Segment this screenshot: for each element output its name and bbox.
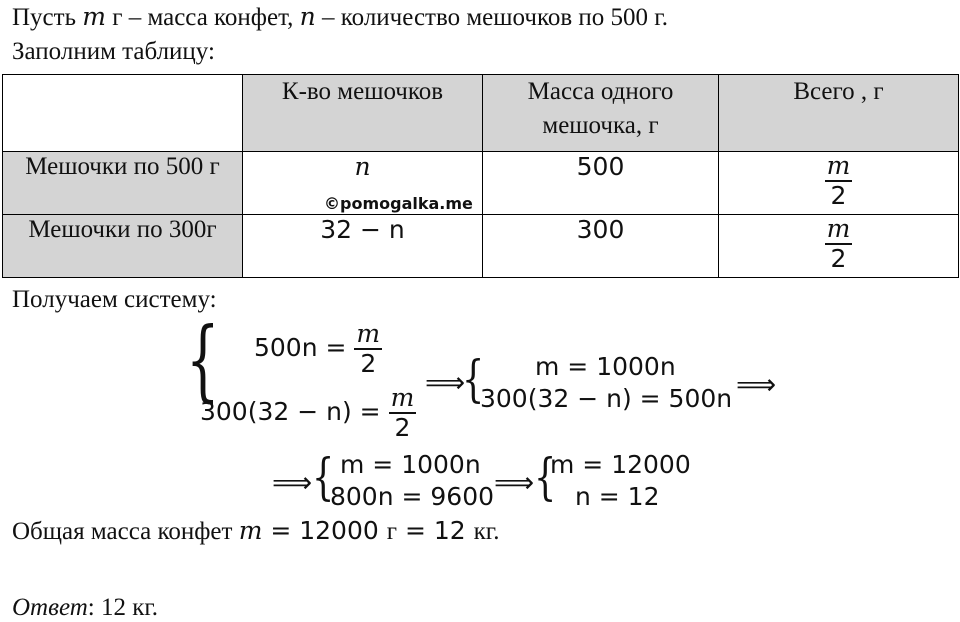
system-4-line2: n = 12 xyxy=(575,482,660,511)
intro-line xyxy=(12,2,668,32)
row-count: n xyxy=(243,152,483,215)
table-intro: Заполним таблицу: xyxy=(12,38,215,65)
implies-arrow-3: ⟹ xyxy=(272,466,313,499)
system-3-line1: m = 1000n xyxy=(340,450,481,479)
fraction-denominator: 2 xyxy=(830,181,847,210)
intro-var-n: n xyxy=(299,2,316,31)
row-mass: 300 xyxy=(483,215,719,278)
conclusion-text: Общая масса конфет xyxy=(12,518,239,545)
eq1-left: 500n = xyxy=(254,333,347,362)
system-4-line1: m = 12000 xyxy=(550,450,691,479)
eq2-numerator: m xyxy=(390,383,415,412)
conclusion-var-m: m xyxy=(238,516,263,545)
implies-arrow-2: ⟹ xyxy=(736,368,777,401)
intro-var-m: m xyxy=(82,2,106,31)
system-3-line2: 800n = 9600 xyxy=(330,482,495,511)
intro-text-1: Пусть xyxy=(12,4,83,31)
total-fraction xyxy=(825,215,853,273)
conclusion-eq1: = 12000 xyxy=(262,516,387,545)
system-intro: Получаем систему: xyxy=(12,286,217,313)
fraction-numerator: m xyxy=(826,214,851,243)
intro-text-3: – количество мешочков по 500 г. xyxy=(315,4,668,31)
row-label: Мешочки по 500 г xyxy=(3,152,243,215)
data-table xyxy=(2,74,959,278)
row-total xyxy=(719,152,959,215)
header-mass: Масса одного мешочка, г xyxy=(483,75,719,152)
table-row xyxy=(3,215,959,278)
eq1-numerator: m xyxy=(356,319,381,348)
conclusion-unit-g: г xyxy=(386,518,397,545)
row-label: Мешочки по 300г xyxy=(3,215,243,278)
eq1-denominator: 2 xyxy=(360,349,377,378)
system-2-line1: m = 1000n xyxy=(535,352,676,381)
system-1-eq2 xyxy=(200,384,416,442)
table-header-row xyxy=(3,75,959,152)
row-mass: 500 xyxy=(483,152,719,215)
conclusion-line xyxy=(12,516,499,546)
system-2-brace: { xyxy=(462,350,485,408)
total-fraction xyxy=(825,152,853,210)
table-row xyxy=(3,152,959,215)
header-count: К-во мешочков xyxy=(243,75,483,152)
system-3-brace: { xyxy=(312,448,335,506)
answer-label: Ответ xyxy=(12,594,88,621)
fraction-numerator: m xyxy=(826,151,851,180)
answer-value: : 12 кг. xyxy=(87,594,159,621)
system-1-brace: { xyxy=(186,308,220,411)
eq2-left: 300(32 − n) = xyxy=(200,397,381,426)
system-1-eq1 xyxy=(254,320,382,378)
eq2-fraction xyxy=(389,384,417,442)
row-total xyxy=(719,215,959,278)
system-2-line2: 300(32 − n) = 500n xyxy=(480,384,733,413)
implies-arrow-1: ⟹ xyxy=(425,366,466,399)
conclusion-unit-kg: кг. xyxy=(473,518,500,545)
row-count: 32 − n xyxy=(243,215,483,278)
header-empty-cell xyxy=(3,75,243,152)
conclusion-eq2: = 12 xyxy=(397,516,474,545)
eq1-fraction xyxy=(354,320,382,378)
intro-text-2: г – масса конфет, xyxy=(105,4,300,31)
implies-arrow-4: ⟹ xyxy=(494,466,535,499)
watermark-text: ©pomogalka.me xyxy=(324,194,473,213)
system-4-brace: { xyxy=(534,448,557,506)
eq2-denominator: 2 xyxy=(394,413,411,442)
fraction-denominator: 2 xyxy=(830,244,847,273)
header-total: Всего , г xyxy=(719,75,959,152)
